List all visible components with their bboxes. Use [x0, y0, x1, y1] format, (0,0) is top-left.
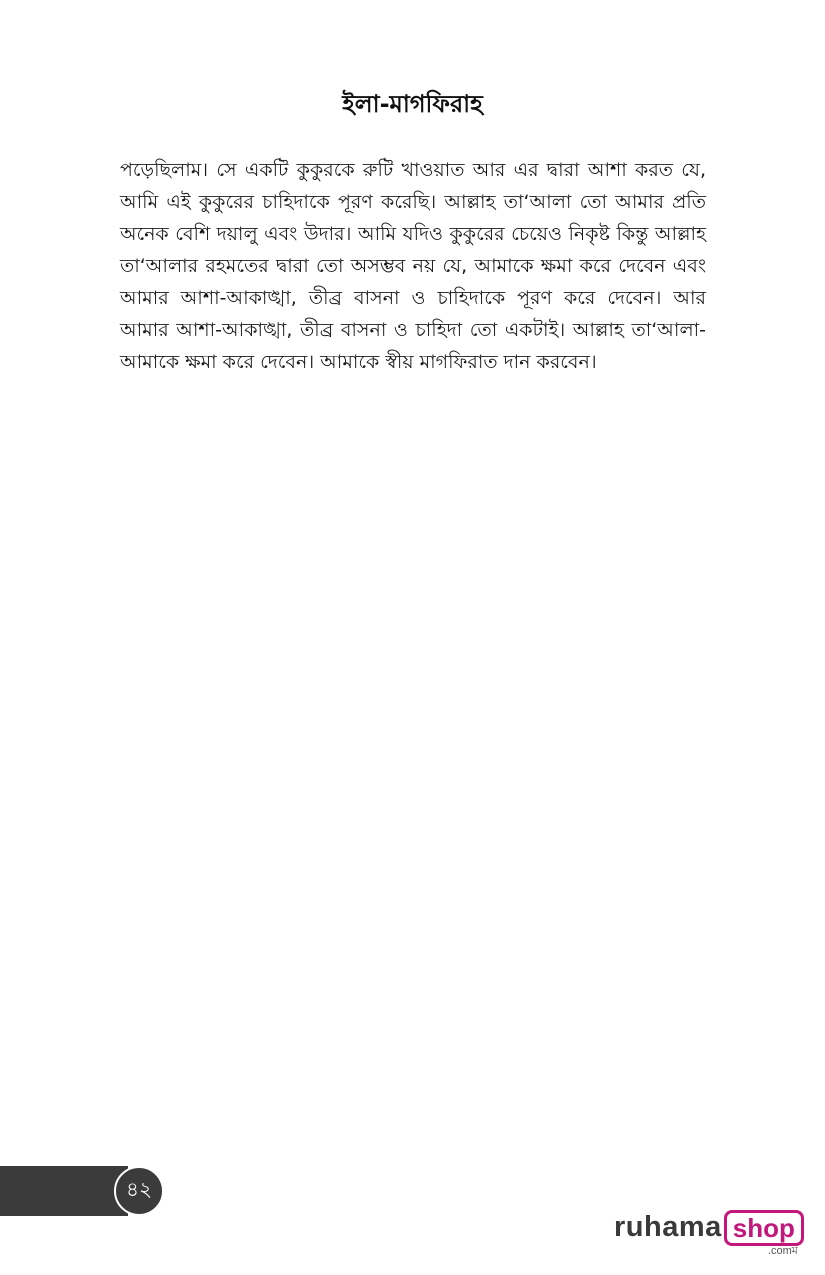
logo-word: ruhama — [614, 1211, 722, 1243]
footer-bar — [0, 1166, 128, 1216]
paragraph: পড়েছিলাম। সে একটি কুকুরকে রুটি খাওয়াত আর এর দ্বারা আশা করত যে, আমি এই কুকুরের চাহিদাকে পূরণ করেছি। আল্লাহ তা‘আলা তো আমার প্রতি অনেক বেশি দয়ালু এবং উদার। আমি যদিও কুকুরের চেয়েও নিকৃষ্ট কিন্তু আল্লাহ তা‘আলার রহমতের দ্বারা তো অসম্ভব নয় যে, আমাকে ক্ষমা করে দেবেন এবং আমার আশা-আকাঙ্খা, তীব্র বাসনা ও চাহিদাকে পূরণ করে দেবেন। আর আমার আশা-আকাঙ্খা, তীব্র বাসনা ও চাহিদা তো একটাই। আল্লাহ তা‘আলা-আমাকে ক্ষমা করে দেবেন। আমাকে স্বীয় মাগফিরাত দান করবেন। — [120, 159, 706, 373]
logo-sub: .comম — [767, 1245, 798, 1257]
logo-shop: shop — [724, 1210, 804, 1246]
page-title: ইলা-মাগফিরাহ — [342, 90, 483, 118]
logo-shop-badge — [724, 1210, 804, 1257]
brand-logo — [614, 1210, 804, 1260]
page-number: ৪২ — [114, 1166, 164, 1216]
body-text — [120, 154, 706, 378]
